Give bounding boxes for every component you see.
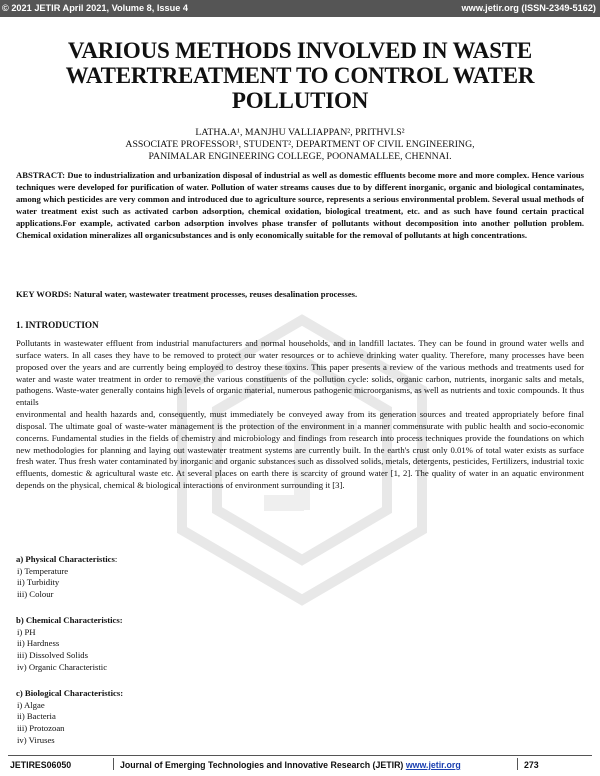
list-item: iii) Protozoan [17,723,65,734]
journal-name: Journal of Emerging Technologies and Innovative Research (JETIR) [120,760,404,770]
page-number: 273 [524,760,539,770]
author-roles: ASSOCIATE PROFESSOR¹, STUDENT², DEPARTMENT OF CIVIL ENGINEERING, [125,139,475,150]
author-names: LATHA.A¹, MANJHU VALLIAPPAN², PRITHVI.S² [195,127,405,138]
intro-paragraph: environmental and health hazards and, consequently, must immediately be conveyed away from its generation sources and treated appropriately before final disposal. The ultimate goal of waste-water management is the protection of the environment in a manner commensurate with public health and socio-economic concerns. Fundamental studies in the fields of chemistry and microbiology and findings from research into process techniques provide the foundations on which new methodologies for planning and laying out wastewater treatment systems are currently built. In the earth's crust only 0.01% of total water exists as surface fresh water. Thus fresh water contaminated by inorganic and organic substances such as dissolved solids, metals, detergents, pesticides, Fertilizers, industrial toxic effluents, domestic & agricultural waste etc. At several places on earth there is scarcity of ground water [1, 2]. The quality of water in an aquatic environment depends on the physical, chemical & biological interactions of environment surrounding it [3]. [16,409,584,491]
footer-separator [517,758,518,770]
keywords: KEY WORDS: Natural water, wastewater treatment processes, reuses desalination processes. [16,289,358,299]
list-item: ii) Bacteria [17,711,56,722]
journal-header-bar [0,0,600,17]
introduction-text [16,338,584,492]
page-footer [0,753,600,776]
header-issue-info: © 2021 JETIR April 2021, Volume 8, Issue 4 [2,3,189,13]
intro-paragraph: Pollutants in wastewater effluent from industrial manufacturers and normal households, and in landfill lactates. They can be found in ground water wells and surface waters. In all cases they have to be removed to protect our water resources or to achieve drinking water quality. Therefore, many processes have been proposed over the years and are currently being employed to destroy these toxins. This paper presents a review of the various methods and treatments used for water and waste water treatment in order to remove the various constituents of the pollution cycle: solids, organic carbon, nutrients, inorganic salts and metals, pathogens. Waste-water generally contains high levels of organic material, numerous pathogenic microorganisms, as well as nutrients and toxic compounds. It thus entails [16,338,584,408]
footer-divider [8,755,592,756]
list-item: iv) Organic Characteristic [17,661,108,672]
list-item: ii) Hardness [17,638,60,649]
list-item: iv) Viruses [17,734,55,745]
footer-website-link[interactable]: www.jetir.org [405,760,461,770]
list-item: iii) Colour [17,589,54,600]
list-heading: c) Biological Characteristics: [16,688,124,698]
abstract: ABSTRACT: Due to industrialization and urbanization disposal of industrial as well as domestic effluents become more and more complex. Hence various techniques were developed for purification of water. Pollution of water streams causes due to by different inorganic, organic and biological contaminates, among which pesticides are very common and introduced due to agriculture source, represents a serious environmental problem. Several usual methods of water treatment exist such as activated carbon adsorption, chemical oxidation, biological treatment, etc. and as such have found certain practical applications.For example, activated carbon adsorption involves phase transfer of pollutants without decomposition into another pollution problem. Chemical oxidation mineralizes all organicsubstances and is only economically suitable for the removal of pollutants at high concentrations. [16,170,584,240]
paper-code: JETIRES06050 [10,760,72,770]
list-heading: b) Chemical Characteristics: [16,615,123,625]
footer-separator [113,758,114,770]
author-institution: PANIMALAR ENGINEERING COLLEGE, POONAMALLEE, CHENNAI. [148,151,452,162]
chemical-characteristics-list [16,615,316,674]
list-heading: a) Physical Characteristics [16,554,115,564]
list-item: i) PH [17,626,36,637]
paper-title: VARIOUS METHODS INVOLVED IN WASTE WATERTREATMENT TO CONTROL WATER POLLUTION [65,38,535,113]
list-item: ii) Turbidity [17,577,60,588]
list-item: iii) Dissolved Solids [17,650,88,661]
biological-characteristics-list [16,688,316,747]
list-item: i) Algae [17,699,45,710]
author-block [0,127,600,163]
footer-journal [120,760,461,770]
section-heading-introduction: 1. INTRODUCTION [16,320,99,330]
header-website[interactable]: www.jetir.org (ISSN-2349-5162) [461,3,596,13]
list-item: i) Temperature [17,565,69,576]
heading-colon: : [114,554,118,564]
physical-characteristics-list [16,554,316,601]
